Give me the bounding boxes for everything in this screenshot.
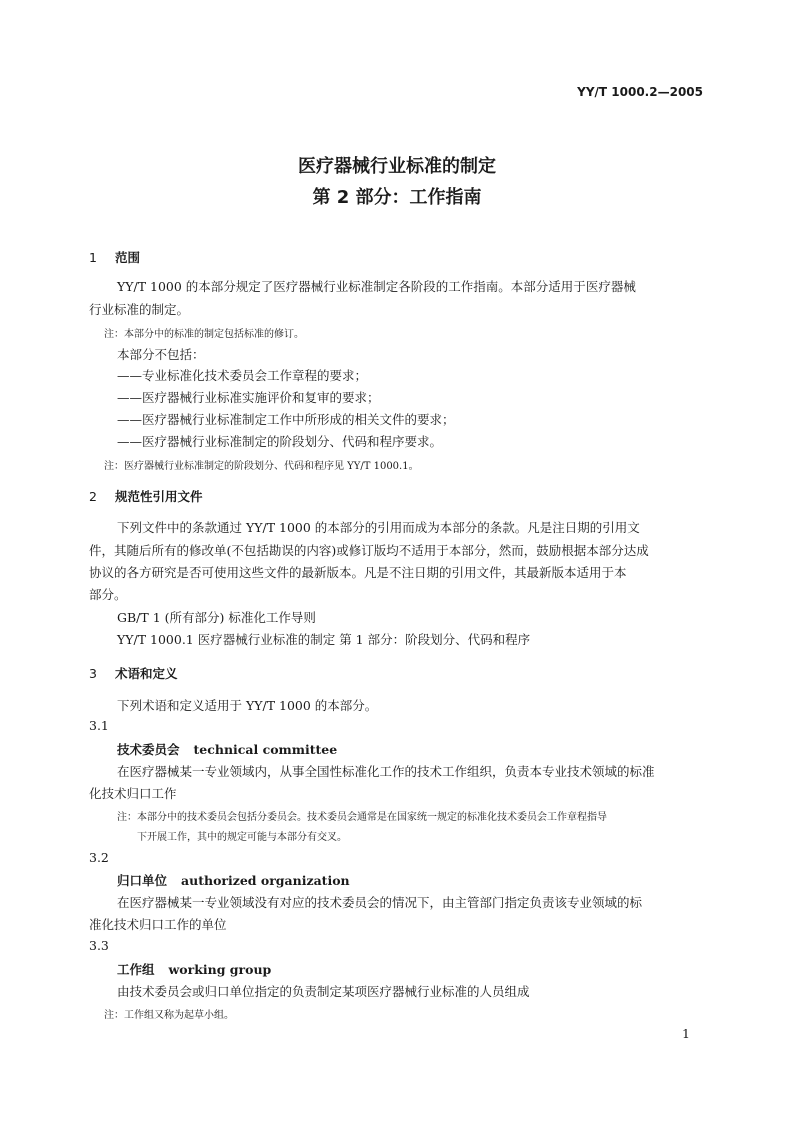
note: 注：工作组又称为起草小组。 <box>104 1010 234 1021</box>
section-number: 3 <box>89 666 97 681</box>
doc-title-line1: 医疗器械行业标准的制定 <box>298 156 496 177</box>
definition-line: 在医疗器械某一专业领域内，从事全国性标准化工作的技术工作组织，负责本专业技术领域的标准 <box>117 764 655 779</box>
paragraph-line: 下列文件中的条款通过 YY/T 1000 的本部分的引用而成为本部分的条款。凡是注日期的引用文 <box>117 520 640 535</box>
term-en: technical committee <box>193 742 338 757</box>
term-authorized-organization <box>117 871 350 889</box>
clause-number: 3.3 <box>89 938 109 953</box>
paragraph-line: YY/T 1000 的本部分规定了医疗器械行业标准制定各阶段的工作指南。本部分适用于医疗器械 <box>117 279 636 294</box>
standard-number: YY/T 1000.2—2005 <box>577 85 703 99</box>
list-item: ——专业标准化技术委员会工作章程的要求； <box>117 368 368 383</box>
definition-line: 由技术委员会或归口单位指定的负责制定某项医疗器械行业标准的人员组成 <box>117 984 530 999</box>
clause-number: 3.1 <box>89 718 109 733</box>
term-working-group <box>117 960 271 978</box>
section-3-heading <box>89 664 177 682</box>
definition-line: 化技术归口工作 <box>89 786 177 801</box>
section-title: 术语和定义 <box>114 666 178 681</box>
clause-number: 3.2 <box>89 850 109 865</box>
paragraph-line: 下列术语和定义适用于 YY/T 1000 的本部分。 <box>117 698 378 713</box>
note: 注：本部分中的标准的制定包括标准的修订。 <box>104 329 304 340</box>
paragraph-line: 协议的各方研究是否可使用这些文件的最新版本。凡是不注日期的引用文件，其最新版本适用于本 <box>89 565 627 580</box>
paragraph-line: 件，其随后所有的修改单(不包括勘误的内容)或修订版均不适用于本部分，然而，鼓励根据本部分达成 <box>89 543 649 558</box>
term-zh: 技术委员会 <box>117 742 180 757</box>
paragraph-line: 本部分不包括： <box>117 347 205 362</box>
list-item: ——医疗器械行业标准实施评价和复审的要求； <box>117 390 380 405</box>
definition-line: 在医疗器械某一专业领域没有对应的技术委员会的情况下，由主管部门指定负责该专业领域的标 <box>117 895 643 910</box>
note: 注：医疗器械行业标准制定的阶段划分、代码和程序见 YY/T 1000.1。 <box>104 461 419 472</box>
definition-line: 准化技术归口工作的单位 <box>89 917 227 932</box>
reference-item: YY/T 1000.1 医疗器械行业标准的制定 第 1 部分：阶段划分、代码和程序 <box>117 632 531 647</box>
list-item: ——医疗器械行业标准制定的阶段划分、代码和程序要求。 <box>117 434 443 449</box>
section-number: 2 <box>89 489 97 504</box>
note: 下开展工作，其中的规定可能与本部分有交叉。 <box>137 832 347 843</box>
section-1-heading <box>89 248 140 266</box>
section-title: 范围 <box>114 250 140 265</box>
note: 注：本部分中的技术委员会包括分委员会。技术委员会通常是在国家统一规定的标准化技术委员会工作章程指导 <box>117 812 607 823</box>
term-en: authorized organization <box>181 873 350 888</box>
paragraph-line: 部分。 <box>89 587 127 602</box>
section-number: 1 <box>89 250 97 265</box>
doc-title-line2: 第 2 部分：工作指南 <box>312 187 482 208</box>
section-2-heading <box>89 487 202 505</box>
section-title: 规范性引用文件 <box>114 489 203 504</box>
page-number: 1 <box>682 1026 690 1041</box>
reference-item: GB/T 1 (所有部分) 标准化工作导则 <box>117 610 316 625</box>
term-zh: 归口单位 <box>117 873 168 888</box>
list-item: ——医疗器械行业标准制定工作中所形成的相关文件的要求； <box>117 412 455 427</box>
term-zh: 工作组 <box>117 962 155 977</box>
term-en: working group <box>168 962 272 977</box>
term-technical-committee <box>117 740 337 758</box>
paragraph-line: 行业标准的制定。 <box>89 302 190 317</box>
